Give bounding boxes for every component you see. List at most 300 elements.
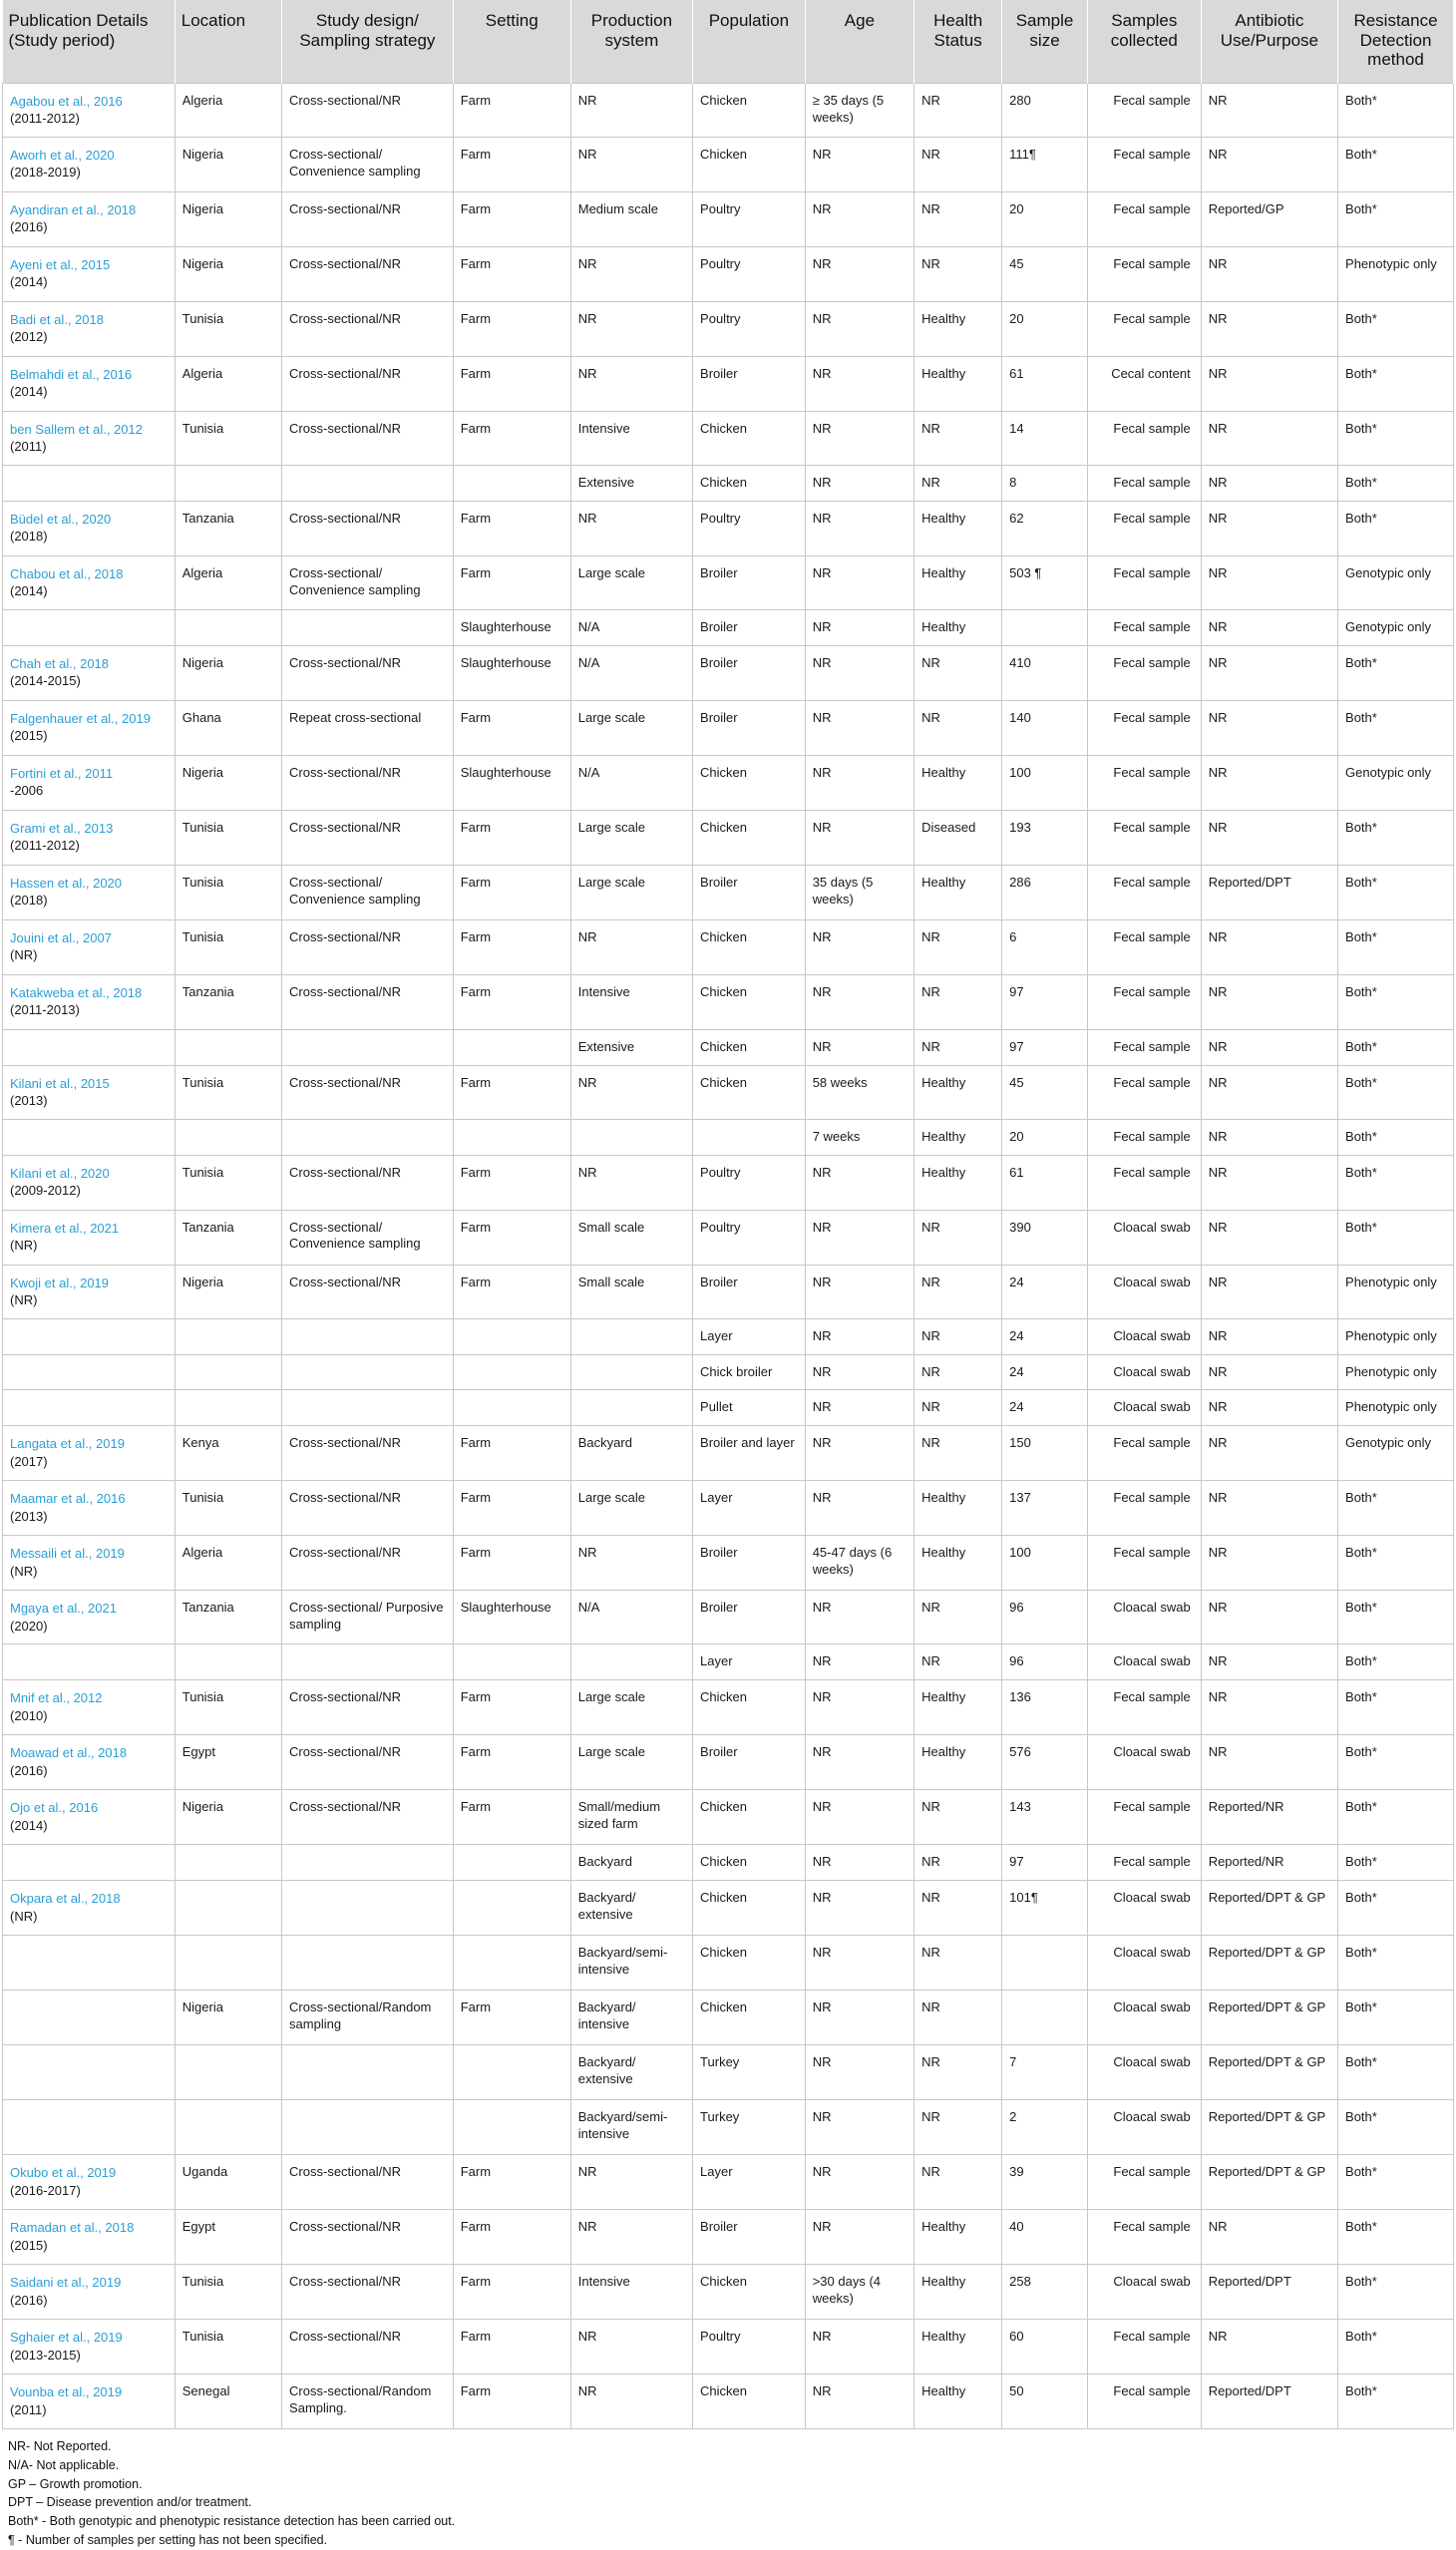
cell-resistance-method: Both* xyxy=(1338,700,1454,755)
cell-samples-collected: Cloacal swab xyxy=(1087,1318,1201,1354)
cell-samples-collected: Fecal sample xyxy=(1087,1029,1201,1065)
study-period: (2013) xyxy=(10,1093,48,1109)
cell-age: NR xyxy=(805,919,913,974)
citation-link[interactable]: Belmahdi et al., 2016 xyxy=(10,366,133,382)
cell-setting: Farm xyxy=(453,2320,570,2374)
cell-sample-size: 137 xyxy=(1002,1481,1088,1536)
citation-link[interactable]: Kilani et al., 2015 xyxy=(10,1075,110,1091)
cell-study-design: Cross-sectional/NR xyxy=(282,356,454,411)
cell-age: NR xyxy=(805,1265,913,1318)
cell-setting: Farm xyxy=(453,83,570,137)
cell-age: NR xyxy=(805,1390,913,1426)
cell-study-design: Cross-sectional/NR xyxy=(282,1065,454,1119)
study-period: (2015) xyxy=(10,2237,48,2253)
cell-setting: Farm xyxy=(453,356,570,411)
citation-link[interactable]: Ojo et al., 2016 xyxy=(10,1800,99,1816)
cell-setting: Farm xyxy=(453,974,570,1029)
cell-publication xyxy=(3,1426,176,1481)
cell-publication xyxy=(3,1591,176,1644)
cell-setting: Farm xyxy=(453,2265,570,2320)
cell-resistance-method: Both* xyxy=(1338,645,1454,700)
cell-sample-size: 143 xyxy=(1002,1790,1088,1845)
table-row xyxy=(3,1318,1454,1354)
cell-publication xyxy=(3,1318,176,1354)
cell-resistance-method: Both* xyxy=(1338,1481,1454,1536)
cell-publication xyxy=(3,974,176,1029)
cell-sample-size: 576 xyxy=(1002,1735,1088,1790)
cell-setting xyxy=(453,1644,570,1680)
cell-location: Tunisia xyxy=(175,411,281,465)
cell-publication xyxy=(3,555,176,609)
cell-antibiotic-use: Reported/DPT & GP xyxy=(1201,2100,1337,2155)
cell-antibiotic-use: NR xyxy=(1201,1390,1337,1426)
cell-health-status: NR xyxy=(914,246,1002,301)
header-location: Location xyxy=(175,0,281,83)
cell-samples-collected: Cloacal swab xyxy=(1087,1265,1201,1318)
cell-age: 45-47 days (6 weeks) xyxy=(805,1536,913,1591)
cell-samples-collected: Cloacal swab xyxy=(1087,2100,1201,2155)
cell-production-system: Medium scale xyxy=(570,191,692,246)
cell-population: Chicken xyxy=(693,1991,806,2045)
citation-link[interactable]: Kwoji et al., 2019 xyxy=(10,1275,110,1290)
table-row xyxy=(3,1936,1454,1991)
cell-samples-collected: Fecal sample xyxy=(1087,1065,1201,1119)
table-row xyxy=(3,1591,1454,1644)
study-period: (2016) xyxy=(10,2292,48,2308)
cell-production-system: Large scale xyxy=(570,865,692,919)
cell-health-status: Healthy xyxy=(914,1735,1002,1790)
cell-resistance-method: Both* xyxy=(1338,1845,1454,1881)
cell-study-design: Cross-sectional/Random Sampling. xyxy=(282,2374,454,2429)
citation-link[interactable]: Mgaya et al., 2021 xyxy=(10,1601,117,1617)
cell-location: Tunisia xyxy=(175,865,281,919)
cell-age: NR xyxy=(805,2045,913,2100)
cell-samples-collected: Cloacal swab xyxy=(1087,2045,1201,2100)
cell-population: Chicken xyxy=(693,137,806,191)
cell-study-design xyxy=(282,1119,454,1155)
table-row xyxy=(3,1390,1454,1426)
cell-setting: Farm xyxy=(453,2374,570,2429)
cell-health-status: Healthy xyxy=(914,2265,1002,2320)
cell-setting: Slaughterhouse xyxy=(453,609,570,645)
cell-population: Broiler xyxy=(693,645,806,700)
cell-antibiotic-use: NR xyxy=(1201,609,1337,645)
cell-population: Broiler xyxy=(693,1591,806,1644)
cell-production-system: Small scale xyxy=(570,1210,692,1265)
cell-resistance-method: Both* xyxy=(1338,137,1454,191)
cell-production-system: NR xyxy=(570,246,692,301)
cell-location xyxy=(175,1845,281,1881)
cell-samples-collected: Fecal sample xyxy=(1087,1119,1201,1155)
cell-resistance-method: Both* xyxy=(1338,2320,1454,2374)
table-row xyxy=(3,1354,1454,1390)
cell-sample-size: 2 xyxy=(1002,2100,1088,2155)
cell-antibiotic-use: NR xyxy=(1201,2320,1337,2374)
cell-samples-collected: Fecal sample xyxy=(1087,609,1201,645)
citation-link[interactable]: Falgenhauer et al., 2019 xyxy=(10,710,151,726)
table-row xyxy=(3,2320,1454,2374)
study-period: (NR) xyxy=(10,1238,38,1254)
cell-sample-size: 410 xyxy=(1002,645,1088,700)
cell-setting: Farm xyxy=(453,301,570,356)
table-row xyxy=(3,755,1454,810)
cell-health-status: NR xyxy=(914,137,1002,191)
cell-population: Poultry xyxy=(693,301,806,356)
cell-resistance-method: Genotypic only xyxy=(1338,755,1454,810)
header-resistance-method: Resistance Detection method xyxy=(1338,0,1454,83)
cell-study-design xyxy=(282,1318,454,1354)
citation-link[interactable]: Mnif et al., 2012 xyxy=(10,1690,103,1706)
cell-production-system: Large scale xyxy=(570,700,692,755)
citation-link[interactable]: Büdel et al., 2020 xyxy=(10,511,112,527)
cell-population: Chicken xyxy=(693,411,806,465)
cell-health-status: Healthy xyxy=(914,755,1002,810)
citation-link[interactable]: Okubo et al., 2019 xyxy=(10,2165,117,2181)
cell-antibiotic-use: NR xyxy=(1201,356,1337,411)
cell-population: Turkey xyxy=(693,2045,806,2100)
study-period: (2016) xyxy=(10,1762,48,1778)
cell-setting: Farm xyxy=(453,246,570,301)
cell-population xyxy=(693,1119,806,1155)
cell-study-design: Cross-sectional/NR xyxy=(282,2155,454,2210)
cell-antibiotic-use: Reported/NR xyxy=(1201,1790,1337,1845)
cell-antibiotic-use: NR xyxy=(1201,700,1337,755)
citation-link[interactable]: Okpara et al., 2018 xyxy=(10,1891,121,1907)
cell-samples-collected: Fecal sample xyxy=(1087,974,1201,1029)
cell-study-design: Cross-sectional/NR xyxy=(282,1735,454,1790)
cell-samples-collected: Fecal sample xyxy=(1087,1790,1201,1845)
table-row xyxy=(3,1536,1454,1591)
citation-link[interactable]: ben Sallem et al., 2012 xyxy=(10,421,143,437)
cell-sample-size: 24 xyxy=(1002,1265,1088,1318)
cell-age: NR xyxy=(805,1845,913,1881)
cell-samples-collected: Cloacal swab xyxy=(1087,1991,1201,2045)
table-row xyxy=(3,1210,1454,1265)
citation-link[interactable]: Hassen et al., 2020 xyxy=(10,875,123,891)
cell-health-status: NR xyxy=(914,1318,1002,1354)
citation-link[interactable]: Kimera et al., 2021 xyxy=(10,1220,120,1236)
cell-location: Tunisia xyxy=(175,1481,281,1536)
cell-location: Tanzania xyxy=(175,1210,281,1265)
cell-sample-size: 100 xyxy=(1002,1536,1088,1591)
cell-resistance-method: Both* xyxy=(1338,1790,1454,1845)
cell-study-design: Cross-sectional/NR xyxy=(282,755,454,810)
cell-health-status: NR xyxy=(914,645,1002,700)
cell-publication xyxy=(3,137,176,191)
cell-location xyxy=(175,1119,281,1155)
cell-sample-size: 193 xyxy=(1002,810,1088,865)
cell-study-design xyxy=(282,2045,454,2100)
cell-sample-size: 100 xyxy=(1002,755,1088,810)
cell-health-status: Healthy xyxy=(914,609,1002,645)
cell-study-design: Cross-sectional/NR xyxy=(282,1426,454,1481)
cell-study-design: Cross-sectional/NR xyxy=(282,301,454,356)
study-period: (2014) xyxy=(10,384,48,400)
footnote: DPT – Disease prevention and/or treatment. xyxy=(8,2495,252,2510)
cell-location xyxy=(175,1936,281,1991)
study-period: (2011) xyxy=(10,2401,47,2417)
citation-link[interactable]: Messaili et al., 2019 xyxy=(10,1546,125,1562)
study-period: (2014) xyxy=(10,274,48,290)
cell-age: NR xyxy=(805,1991,913,2045)
cell-antibiotic-use: NR xyxy=(1201,1210,1337,1265)
cell-study-design: Cross-sectional/NR xyxy=(282,246,454,301)
cell-production-system: Large scale xyxy=(570,1735,692,1790)
cell-age: NR xyxy=(805,465,913,501)
cell-publication xyxy=(3,1210,176,1265)
cell-samples-collected: Fecal sample xyxy=(1087,411,1201,465)
study-period: (2014-2015) xyxy=(10,673,81,689)
cell-antibiotic-use: NR xyxy=(1201,755,1337,810)
cell-population: Chicken xyxy=(693,2265,806,2320)
citation-link[interactable]: Chabou et al., 2018 xyxy=(10,565,124,581)
cell-population: Broiler xyxy=(693,865,806,919)
cell-study-design: Cross-sectional/ Convenience sampling xyxy=(282,1210,454,1265)
cell-sample-size: 111¶ xyxy=(1002,137,1088,191)
citation-link[interactable]: Katakweba et al., 2018 xyxy=(10,984,143,1000)
cell-population: Broiler xyxy=(693,356,806,411)
cell-publication xyxy=(3,810,176,865)
cell-samples-collected: Cloacal swab xyxy=(1087,1354,1201,1390)
cell-population: Broiler xyxy=(693,2210,806,2265)
cell-setting: Farm xyxy=(453,191,570,246)
cell-study-design xyxy=(282,465,454,501)
citation-link[interactable]: Vounba et al., 2019 xyxy=(10,2384,123,2400)
cell-health-status: Healthy xyxy=(914,1680,1002,1735)
cell-study-design: Cross-sectional/Random sampling xyxy=(282,1991,454,2045)
citation-link[interactable]: Langata et al., 2019 xyxy=(10,1436,125,1452)
cell-publication xyxy=(3,865,176,919)
citation-link[interactable]: Grami et al., 2013 xyxy=(10,820,114,836)
cell-setting: Farm xyxy=(453,810,570,865)
cell-setting xyxy=(453,2100,570,2155)
cell-study-design: Cross-sectional/ Convenience sampling xyxy=(282,865,454,919)
cell-health-status: NR xyxy=(914,1644,1002,1680)
cell-samples-collected: Fecal sample xyxy=(1087,191,1201,246)
cell-age: NR xyxy=(805,645,913,700)
cell-antibiotic-use: Reported/GP xyxy=(1201,191,1337,246)
cell-study-design xyxy=(282,1845,454,1881)
cell-antibiotic-use: Reported/NR xyxy=(1201,1845,1337,1881)
cell-publication xyxy=(3,2320,176,2374)
cell-sample-size: 24 xyxy=(1002,1354,1088,1390)
table-row xyxy=(3,191,1454,246)
cell-sample-size: 45 xyxy=(1002,1065,1088,1119)
cell-publication xyxy=(3,191,176,246)
cell-location: Tunisia xyxy=(175,1065,281,1119)
citation-link[interactable]: Ramadan et al., 2018 xyxy=(10,2220,135,2236)
cell-population: Layer xyxy=(693,1644,806,1680)
cell-samples-collected: Cloacal swab xyxy=(1087,1936,1201,1991)
cell-publication xyxy=(3,1265,176,1318)
cell-samples-collected: Fecal sample xyxy=(1087,645,1201,700)
cell-location: Nigeria xyxy=(175,1991,281,2045)
cell-production-system: Backyard/ intensive xyxy=(570,1991,692,2045)
cell-production-system: NR xyxy=(570,919,692,974)
cell-publication xyxy=(3,755,176,810)
cell-location: Algeria xyxy=(175,356,281,411)
cell-location: Tunisia xyxy=(175,1680,281,1735)
cell-antibiotic-use: NR xyxy=(1201,1591,1337,1644)
citation-link[interactable]: Badi et al., 2018 xyxy=(10,311,104,327)
citation-link[interactable]: Ayandiran et al., 2018 xyxy=(10,201,137,217)
cell-setting: Farm xyxy=(453,865,570,919)
cell-production-system: NR xyxy=(570,356,692,411)
cell-antibiotic-use: NR xyxy=(1201,810,1337,865)
cell-production-system: Intensive xyxy=(570,974,692,1029)
cell-age: >30 days (4 weeks) xyxy=(805,2265,913,2320)
cell-production-system: Backyard/ extensive xyxy=(570,1881,692,1936)
cell-samples-collected: Fecal sample xyxy=(1087,1536,1201,1591)
cell-location: Nigeria xyxy=(175,755,281,810)
cell-age: 7 weeks xyxy=(805,1119,913,1155)
cell-sample-size: 20 xyxy=(1002,1119,1088,1155)
cell-sample-size: 45 xyxy=(1002,246,1088,301)
cell-samples-collected: Fecal sample xyxy=(1087,1845,1201,1881)
table-row xyxy=(3,137,1454,191)
table-row xyxy=(3,919,1454,974)
citation-link[interactable]: Kilani et al., 2020 xyxy=(10,1165,110,1181)
cell-population: Chicken xyxy=(693,755,806,810)
cell-publication xyxy=(3,2374,176,2429)
cell-resistance-method: Both* xyxy=(1338,1536,1454,1591)
cell-health-status: NR xyxy=(914,411,1002,465)
cell-antibiotic-use: Reported/DPT & GP xyxy=(1201,1991,1337,2045)
citation-link[interactable]: Sghaier et al., 2019 xyxy=(10,2330,123,2346)
cell-age: NR xyxy=(805,356,913,411)
citation-link[interactable]: Chah et al., 2018 xyxy=(10,655,110,671)
cell-setting: Farm xyxy=(453,1536,570,1591)
cell-population: Broiler xyxy=(693,1265,806,1318)
table-row xyxy=(3,501,1454,555)
citation-link[interactable]: Jouini et al., 2007 xyxy=(10,929,112,945)
cell-sample-size: 24 xyxy=(1002,1390,1088,1426)
cell-setting: Farm xyxy=(453,700,570,755)
cell-study-design xyxy=(282,1644,454,1680)
cell-samples-collected: Fecal sample xyxy=(1087,865,1201,919)
cell-samples-collected: Cecal content xyxy=(1087,356,1201,411)
cell-antibiotic-use: NR xyxy=(1201,1265,1337,1318)
cell-resistance-method: Both* xyxy=(1338,356,1454,411)
cell-antibiotic-use: NR xyxy=(1201,137,1337,191)
cell-sample-size xyxy=(1002,609,1088,645)
citation-link[interactable]: Maamar et al., 2016 xyxy=(10,1491,126,1507)
cell-production-system: Backyard/semi-intensive xyxy=(570,1936,692,1991)
table-row xyxy=(3,301,1454,356)
cell-study-design: Cross-sectional/NR xyxy=(282,1265,454,1318)
cell-samples-collected: Fecal sample xyxy=(1087,501,1201,555)
citation-link[interactable]: Moawad et al., 2018 xyxy=(10,1745,128,1761)
cell-resistance-method: Phenotypic only xyxy=(1338,1318,1454,1354)
cell-samples-collected: Fecal sample xyxy=(1087,919,1201,974)
cell-resistance-method: Both* xyxy=(1338,83,1454,137)
cell-publication xyxy=(3,1119,176,1155)
header-age: Age xyxy=(805,0,913,83)
cell-sample-size: 140 xyxy=(1002,700,1088,755)
citation-link[interactable]: Ayeni et al., 2015 xyxy=(10,256,111,272)
cell-resistance-method: Both* xyxy=(1338,1735,1454,1790)
cell-study-design xyxy=(282,609,454,645)
cell-population: Chicken xyxy=(693,919,806,974)
cell-publication xyxy=(3,1790,176,1845)
cell-sample-size: 50 xyxy=(1002,2374,1088,2429)
study-period: (2016) xyxy=(10,219,48,235)
citation-link[interactable]: Agabou et al., 2016 xyxy=(10,93,123,109)
cell-health-status: NR xyxy=(914,1936,1002,1991)
cell-antibiotic-use: NR xyxy=(1201,1155,1337,1210)
cell-samples-collected: Cloacal swab xyxy=(1087,1591,1201,1644)
table-row xyxy=(3,810,1454,865)
cell-publication xyxy=(3,1680,176,1735)
table-row xyxy=(3,356,1454,411)
cell-study-design xyxy=(282,1029,454,1065)
cell-sample-size: 20 xyxy=(1002,301,1088,356)
cell-age: NR xyxy=(805,1735,913,1790)
cell-publication xyxy=(3,301,176,356)
cell-samples-collected: Fecal sample xyxy=(1087,2374,1201,2429)
cell-sample-size: 390 xyxy=(1002,1210,1088,1265)
cell-population: Chicken xyxy=(693,1680,806,1735)
cell-sample-size: 280 xyxy=(1002,83,1088,137)
table-row xyxy=(3,1065,1454,1119)
citation-link[interactable]: Aworh et al., 2020 xyxy=(10,147,115,163)
cell-production-system: NR xyxy=(570,1065,692,1119)
cell-setting: Slaughterhouse xyxy=(453,755,570,810)
cell-population: Pullet xyxy=(693,1390,806,1426)
cell-publication xyxy=(3,645,176,700)
cell-publication xyxy=(3,2210,176,2265)
table-row xyxy=(3,645,1454,700)
footnote: NR- Not Reported. xyxy=(8,2439,112,2454)
table-row xyxy=(3,1644,1454,1680)
table-row xyxy=(3,83,1454,137)
cell-age: NR xyxy=(805,301,913,356)
cell-production-system: NR xyxy=(570,137,692,191)
cell-location: Egypt xyxy=(175,1735,281,1790)
cell-study-design: Cross-sectional/NR xyxy=(282,974,454,1029)
cell-publication xyxy=(3,1644,176,1680)
cell-health-status: NR xyxy=(914,1591,1002,1644)
cell-production-system: Backyard/ extensive xyxy=(570,2045,692,2100)
cell-health-status: Healthy xyxy=(914,301,1002,356)
cell-sample-size: 24 xyxy=(1002,1318,1088,1354)
cell-age: NR xyxy=(805,2320,913,2374)
cell-age: NR xyxy=(805,609,913,645)
cell-study-design: Cross-sectional/NR xyxy=(282,1155,454,1210)
citation-link[interactable]: Fortini et al., 2011 xyxy=(10,765,114,781)
cell-population: Chicken xyxy=(693,1845,806,1881)
cell-location xyxy=(175,465,281,501)
cell-health-status: Healthy xyxy=(914,1536,1002,1591)
cell-location xyxy=(175,1390,281,1426)
cell-samples-collected: Cloacal swab xyxy=(1087,1644,1201,1680)
cell-resistance-method: Genotypic only xyxy=(1338,609,1454,645)
cell-location: Nigeria xyxy=(175,1265,281,1318)
cell-health-status: NR xyxy=(914,83,1002,137)
cell-location: Egypt xyxy=(175,2210,281,2265)
cell-age: NR xyxy=(805,1481,913,1536)
cell-production-system: NR xyxy=(570,2320,692,2374)
header-population: Population xyxy=(693,0,806,83)
cell-age: NR xyxy=(805,1354,913,1390)
cell-setting: Farm xyxy=(453,1735,570,1790)
cell-health-status: Healthy xyxy=(914,501,1002,555)
cell-antibiotic-use: Reported/DPT xyxy=(1201,2374,1337,2429)
cell-production-system: NR xyxy=(570,2155,692,2210)
cell-location: Tunisia xyxy=(175,1155,281,1210)
citation-link[interactable]: Saidani et al., 2019 xyxy=(10,2275,122,2291)
cell-location: Senegal xyxy=(175,2374,281,2429)
